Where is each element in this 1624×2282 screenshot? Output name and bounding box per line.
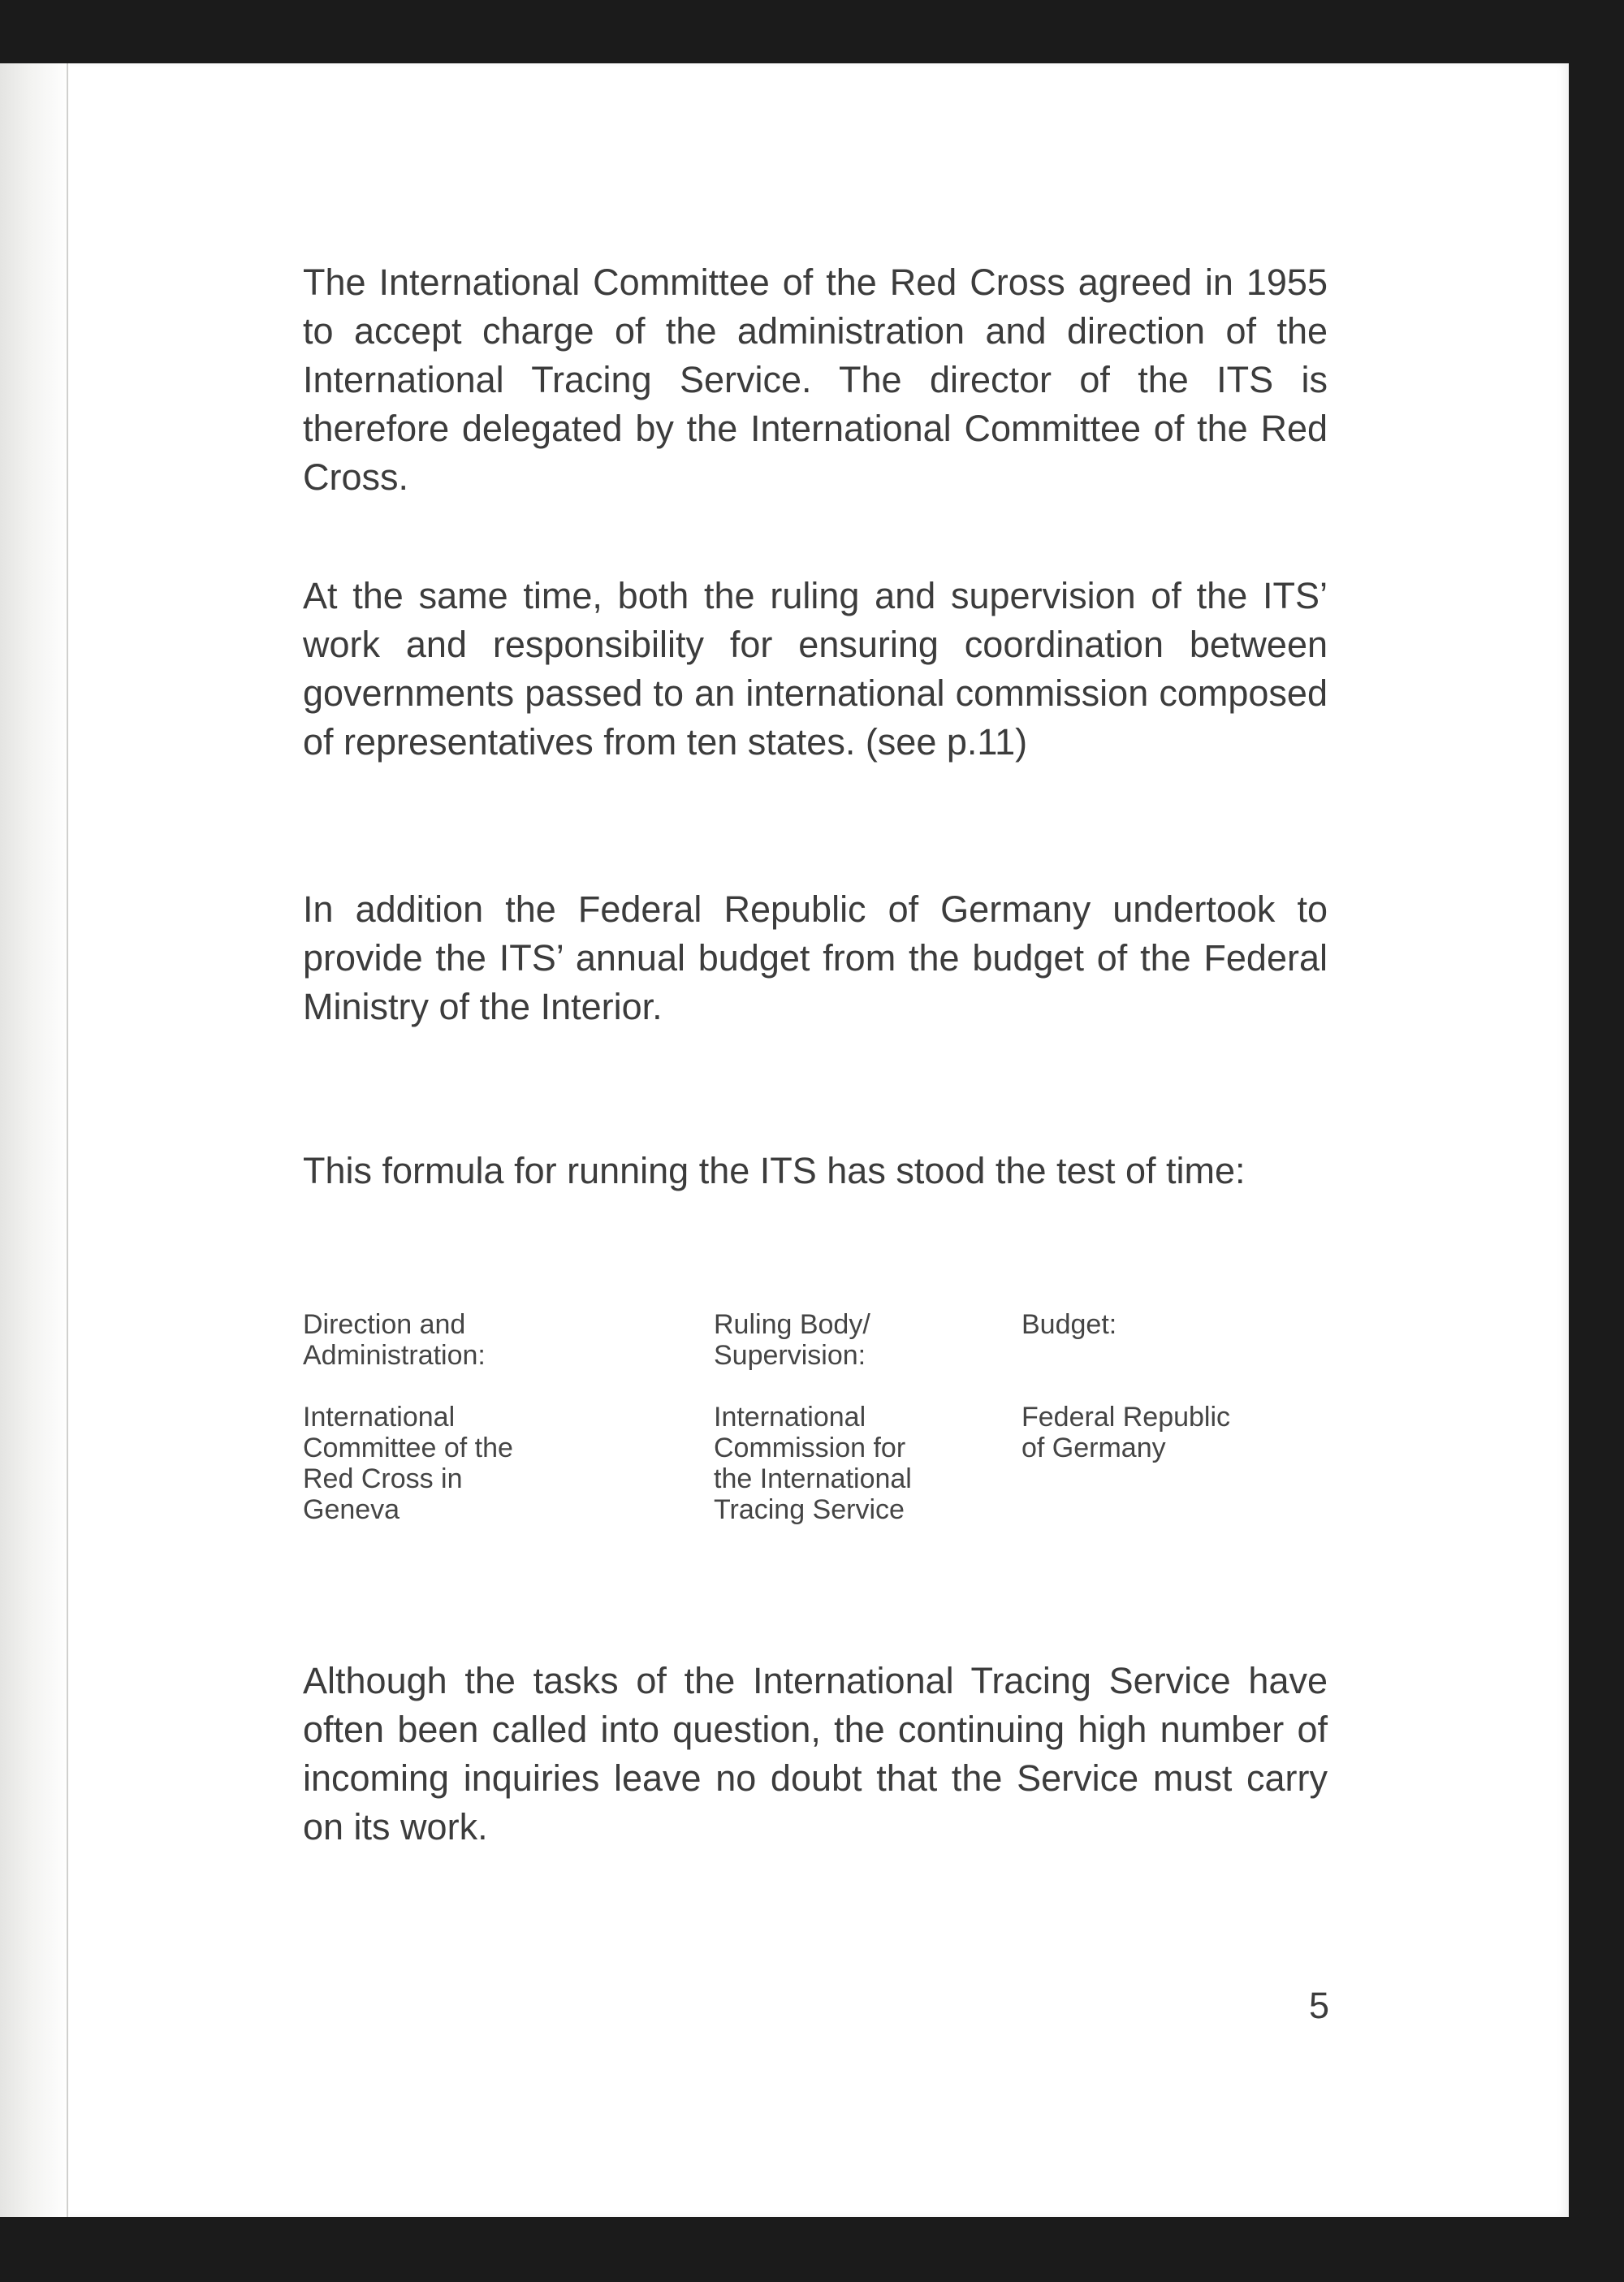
column-heading: Ruling Body/ Supervision: bbox=[714, 1309, 870, 1371]
column-body: International Committee of the Red Cross in Geneva bbox=[303, 1402, 513, 1525]
binding-edge-line bbox=[67, 63, 68, 2217]
column-ruling-body bbox=[714, 1309, 1055, 1525]
column-heading: Budget: bbox=[1021, 1309, 1117, 1340]
column-body: International Commission for the International Tracing Service bbox=[714, 1402, 912, 1525]
paragraph-federal-budget: In addition the Federal Republic of Germany undertook to provide the ITS’ annual budget from the budget of the Federal Ministry of the Interior. bbox=[303, 888, 1328, 1027]
paragraph-formula-intro: This formula for running the ITS has stood the test of time: bbox=[303, 1150, 1246, 1191]
column-budget bbox=[1021, 1309, 1363, 1463]
column-direction-administration bbox=[303, 1309, 644, 1525]
column-body: Federal Republic of Germany bbox=[1021, 1402, 1231, 1463]
document-page bbox=[0, 63, 1569, 2217]
paragraph-ruling-supervision: At the same time, both the ruling and supervision of the ITS’ work and responsibility for ensuring coordination between governments passed to an international commission composed of representatives from ten states. (see p.11) bbox=[303, 575, 1328, 763]
paragraph-icrc-1955: The International Committee of the Red Cross agreed in 1955 to accept charge of the administration and direction of the International Tracing Service. The director of the ITS is therefore delegated by the International Committee of the Red Cross. bbox=[303, 261, 1328, 498]
page-number: 5 bbox=[1308, 1985, 1329, 2026]
paragraph-continuing-work: Although the tasks of the International Tracing Service have often been called into question, the continuing high number of incoming inquiries leave no doubt that the Service must carry on its work. bbox=[303, 1660, 1328, 1848]
binding-gutter bbox=[0, 63, 70, 2217]
column-heading: Direction and Administration: bbox=[303, 1309, 486, 1371]
